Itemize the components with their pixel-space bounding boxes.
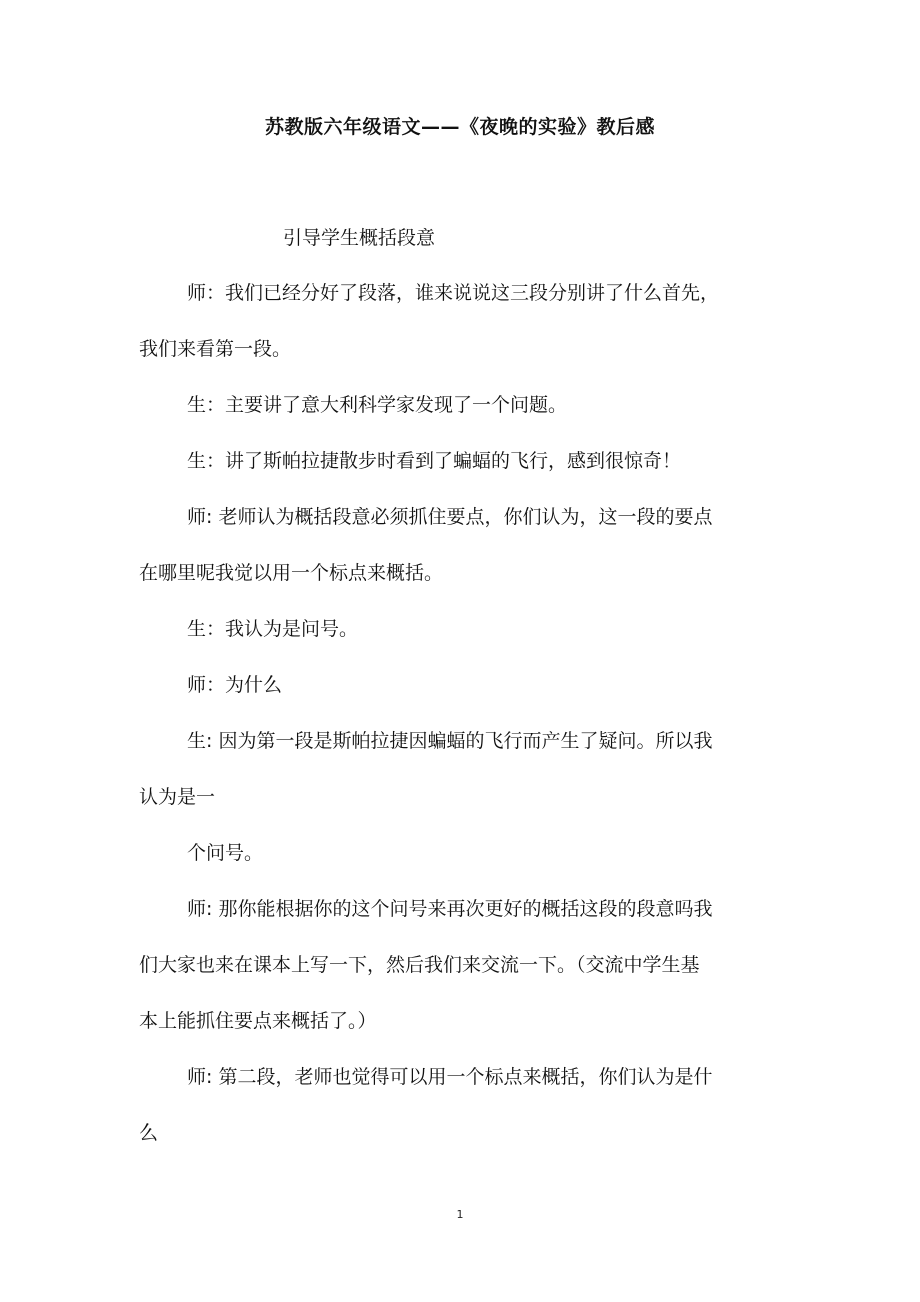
paragraph-line: 生：讲了斯帕拉捷散步时看到了蝙蝠的飞行，感到很惊奇！ xyxy=(187,450,682,472)
paragraph-line: 个问号。 xyxy=(187,842,264,864)
paragraph-line: 师：为什么 xyxy=(187,674,283,696)
paragraph-line: 师: 那你能根据你的这个问号来再次更好的概括这段的段意吗我 xyxy=(187,898,713,920)
paragraph-line: 生：主要讲了意大利科学家发现了一个问题。 xyxy=(187,394,568,416)
paragraph-line: 师: 老师认为概括段意必须抓住要点，你们认为，这一段的要点 xyxy=(187,506,713,528)
paragraph-line: 们大家也来在课本上写一下，然后我们来交流一下。（交流中学生基 xyxy=(139,954,700,976)
document-title: 苏教版六年级语文——《夜晚的实验》教后感 xyxy=(264,116,655,138)
paragraph-line: 师: 第二段，老师也觉得可以用一个标点来概括，你们认为是什 xyxy=(187,1066,713,1088)
page-number: 1 xyxy=(456,1208,464,1221)
section-heading: 引导学生概括段意 xyxy=(283,227,436,249)
paragraph-line: 师：我们已经分好了段落，谁来说说这三段分别讲了什么首先， xyxy=(187,282,720,304)
paragraph-line: 认为是一 xyxy=(139,786,216,808)
paragraph-line: 生：我认为是问号。 xyxy=(187,618,359,640)
paragraph-line: 本上能抓住要点来概括了。） xyxy=(139,1010,377,1032)
paragraph-line: 在哪里呢我觉以用一个标点来概括。 xyxy=(139,562,444,584)
paragraph-line: 么 xyxy=(139,1122,159,1144)
paragraph-line: 生: 因为第一段是斯帕拉捷因蝙蝠的飞行而产生了疑问。所以我 xyxy=(187,730,713,752)
paragraph-line: 我们来看第一段。 xyxy=(139,338,292,360)
